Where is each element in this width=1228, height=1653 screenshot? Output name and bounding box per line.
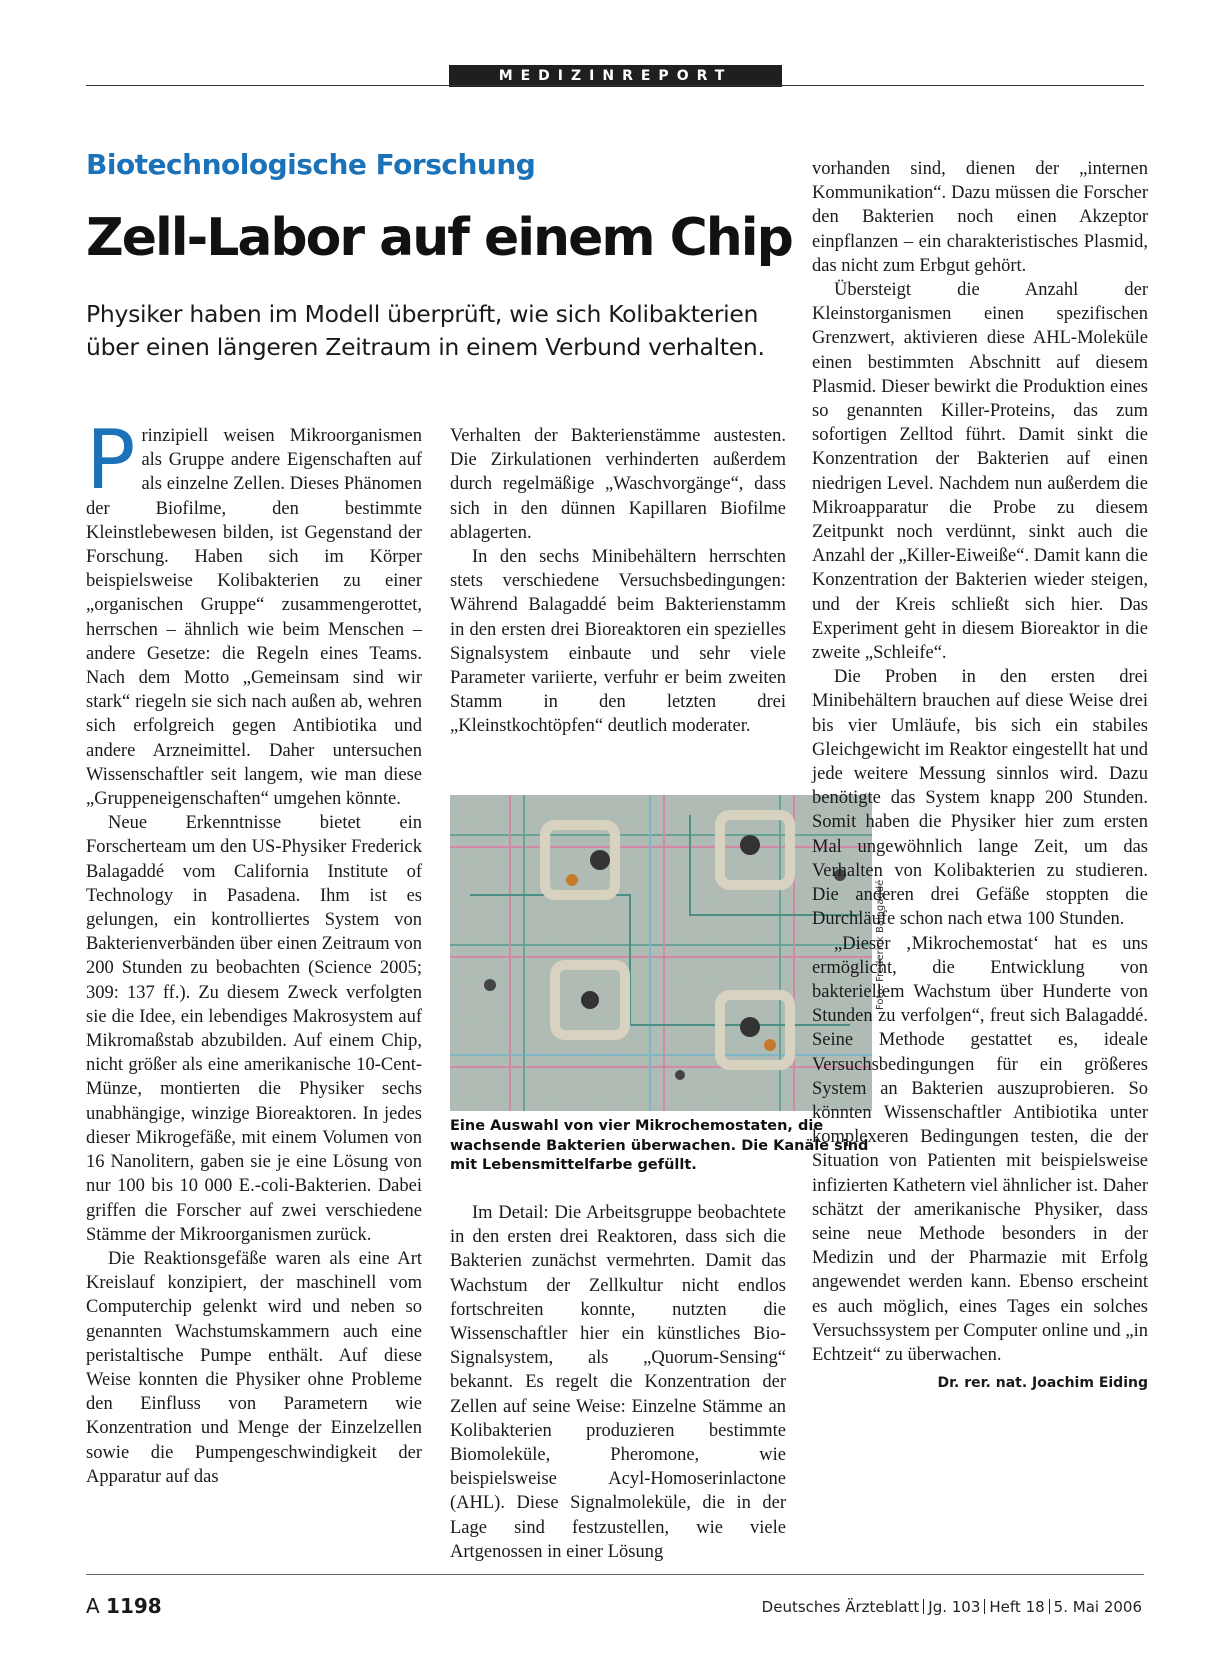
paragraph: vorhanden sind, dienen der „internen Kommunikation“. Dazu müssen die Forscher den Bakterien noch einen Akzeptor einpflanzen – ein charakteristisches Plasmid, das nicht zum Erbgut gehört. — [812, 159, 1148, 276]
column-2-top — [450, 424, 786, 739]
journal-name: Deutsches Ärzteblatt — [761, 1598, 920, 1616]
page-number: A 1198 — [86, 1594, 162, 1618]
journal-date: 5. Mai 2006 — [1053, 1598, 1142, 1616]
column-1 — [86, 413, 422, 1489]
section-label: MEDIZINREPORT — [449, 65, 782, 87]
journal-issue: Heft 18 — [989, 1598, 1045, 1616]
paragraph: Im Detail: Die Arbeitsgruppe beobachtete in den ersten drei Reaktoren, dass sich die Bakterien zunächst vermehrten. Damit das Wachstum der Zellkultur nicht endlos fortschreiten konnte, nutzten die Wissenschaftler hier ein künstliches Bio-Signalsystem, als „Quorum-Sensing“ bekannt. Es regelt die Konzentration der Zellen auf seine Weise: Einzelne Stämme an Kolibakterien produzieren bestimmte Biomoleküle, Pheromone, wie beispielsweise Acyl-Homoserinlactone (AHL). Diese Signalmoleküle, die in der Lage sind festzustellen, wie viele Artgenossen in einer Lösung — [450, 1203, 786, 1562]
journal-info — [762, 1598, 1142, 1616]
microchip-photo — [450, 795, 872, 1111]
column-3 — [812, 157, 1148, 1395]
paragraph: „Dieser ‚Mikrochemostat‘ hat es uns ermöglicht, die Entwicklung von bakteriellem Wachstum über Hunderte von Stunden zu verfolgen“, freut sich Balagaddé. Seine Methode gestattet es, ideale Versuchsbedingungen für ein größeres System an Bakterien auszuprobieren. So könnten Wissenschaftler Antibiotika unter komplexeren Bedingungen testen, die der Situation von Patienten mit beispielsweise infizierten Kathetern viel ähnlicher ist. Daher schätzt der amerikanische Physiker, dass seine neue Methode besonders in der Medizin und der Pharmazie mit Erfolg angewendet werden kann. Ebenso erscheint es auch möglich, eines Tages ein solches Versuchssystem per Computer online und „in Echtzeit“ zu überwachen. Dr. rer. nat. Joachim Eiding — [812, 932, 1148, 1368]
author-byline: Dr. rer. nat. Joachim Eiding — [937, 1375, 1148, 1392]
journal-volume: Jg. 103 — [928, 1598, 981, 1616]
column-2-bottom — [450, 1201, 786, 1564]
paragraph: Die Proben in den ersten drei Minibehältern brauchen auf diese Weise drei bis vier Umläufe, bis sich ein stabiles Gleichgewicht im Reaktor eingestellt hat und jede weitere Messung sinnlos wird. Dazu benötigte das System knapp 200 Stunden. Somit haben die Physiker hier zum ersten Mal ungewöhnlich lange Zeit, um das Verhalten von Kolibakterien zu studieren. Die anderen drei Gefäße stoppten die Durchläufe schon nach etwa 100 Stunden. — [812, 667, 1148, 930]
paragraph: Übersteigt die Anzahl der Kleinstorganismen einen spezifischen Grenzwert, aktivieren diese AHL-Moleküle einen bestimmten Abschnitt auf diesem Plasmid. Dieser bewirkt die Produktion eines so genannten Killer-Proteins, das zum sofortigen Zelltod führt. Damit sinkt die Konzentration der Bakterien auf einen niedrigen Level. Nachdem nun außerdem die Mikroapparatur die Probe zu diesem Zeitpunkt noch verdünnt, sinkt auch die Anzahl der „Killer-Eiweiße“. Damit kann die Konzentration der Bakterien wieder steigen, und der Kreis schließt sich hier. Das Experiment geht in diesem Bioreaktor in die zweite „Schleife“. — [812, 280, 1148, 664]
paragraph: In den sechs Minibehältern herrschten stets verschiedene Versuchsbedingungen: Während Balagaddé beim Bakterienstamm in den ersten drei Bioreaktoren ein spezielles Signalsystem einbaute und sehr viele Parameter variierte, verfuhr er beim zweiten Stamm in den letzten drei „Kleinstkochtöpfen“ deutlich moderater. — [450, 547, 786, 737]
article-headline: Zell-Labor auf einem Chip — [86, 208, 792, 268]
paragraph: Prinzipiell weisen Mikroorganismen als Gruppe andere Eigenschaften auf als einzelne Zellen. Dieses Phänomen der Biofilme, den bestimmte Kleinstlebewesen bilden, ist Gegenstand der Forschung. Haben sich im Körper beispielsweise Kolibakterien zu einer „organischen Gruppe“ zusammengerottet, herrschen – ähnlich wie beim Menschen – andere Gesetze: die Regeln eines Teams. Nach dem Motto „Gemeinsam sind wir stark“ riegeln sie sich nach außen ab, wehren sich erfolgreich gegen Antibiotika und andere Arzneimittel. Daher untersuchen Wissenschaftler seit langem, wie man diese „Gruppeneigenschaften“ umgehen könnte. — [86, 413, 422, 810]
paragraph: Verhalten der Bakterienstämme austesten. Die Zirkulationen verhinderten außerdem durch regelmäßige „Waschvorgänge“, dass sich in den dünnen Kapillaren Biofilme ablagerten. — [450, 426, 786, 543]
drop-cap: P — [86, 413, 136, 508]
article-kicker: Biotechnologische Forschung — [86, 148, 536, 181]
paragraph: Neue Erkenntnisse bietet ein Forscherteam um den US-Physiker Frederick Balagaddé vom California Institute of Technology in Pasadena. Ihm ist es gelungen, ein kontrolliertes System von Bakterienverbänden über einen Zeitraum von 200 Stunden zu beobachten (Science 2005; 309: 137 ff.). Zu diesem Zweck verfolgten sie die Idee, ein lebendiges Makrosystem auf Mikromaßstab abzubilden. Auf einem Chip, nicht größer als eine amerikanische 10-Cent-Münze, montierten die Physiker sechs unabhängige, winzige Bioreaktoren. In jedes dieser Mikrogefäße, mit einem Volumen von 16 Nanolitern, gaben sie je eine Lösung von nur 100 bis 10 000 E.-coli-Bakterien. Dabei griffen die Forscher auf zwei verschiedene Stämme der Mikroorganismen zurück. — [86, 813, 422, 1245]
paragraph: Die Reaktionsgefäße waren als eine Art Kreislauf konzipiert, der maschinell vom Computerchip gelenkt wird und neben so genannten Wachstumskammern auch eine peristaltische Pumpe enthält. Auf diese Weise konnten die Physiker ohne Probleme den Einfluss von Parametern wie Konzentration und Menge der Einzelzellen sowie die Pumpengeschwindigkeit der Apparatur auf das — [86, 1248, 422, 1487]
photo-credit: Foto: Frederick Balagaddé — [875, 879, 886, 1010]
footer-rule — [86, 1574, 1144, 1575]
figure-caption: Eine Auswahl von vier Mikrochemostaten, die wachsende Bakterien überwachen. Die Kanäle sind mit Lebensmittelfarbe gefüllt. — [450, 1118, 869, 1173]
article-lead: Physiker haben im Modell überprüft, wie sich Kolibakterien über einen längeren Zeitraum in einem Verbund verhalten. — [86, 300, 765, 361]
header-rule — [86, 85, 1144, 86]
microchemostat-image — [450, 795, 872, 1111]
